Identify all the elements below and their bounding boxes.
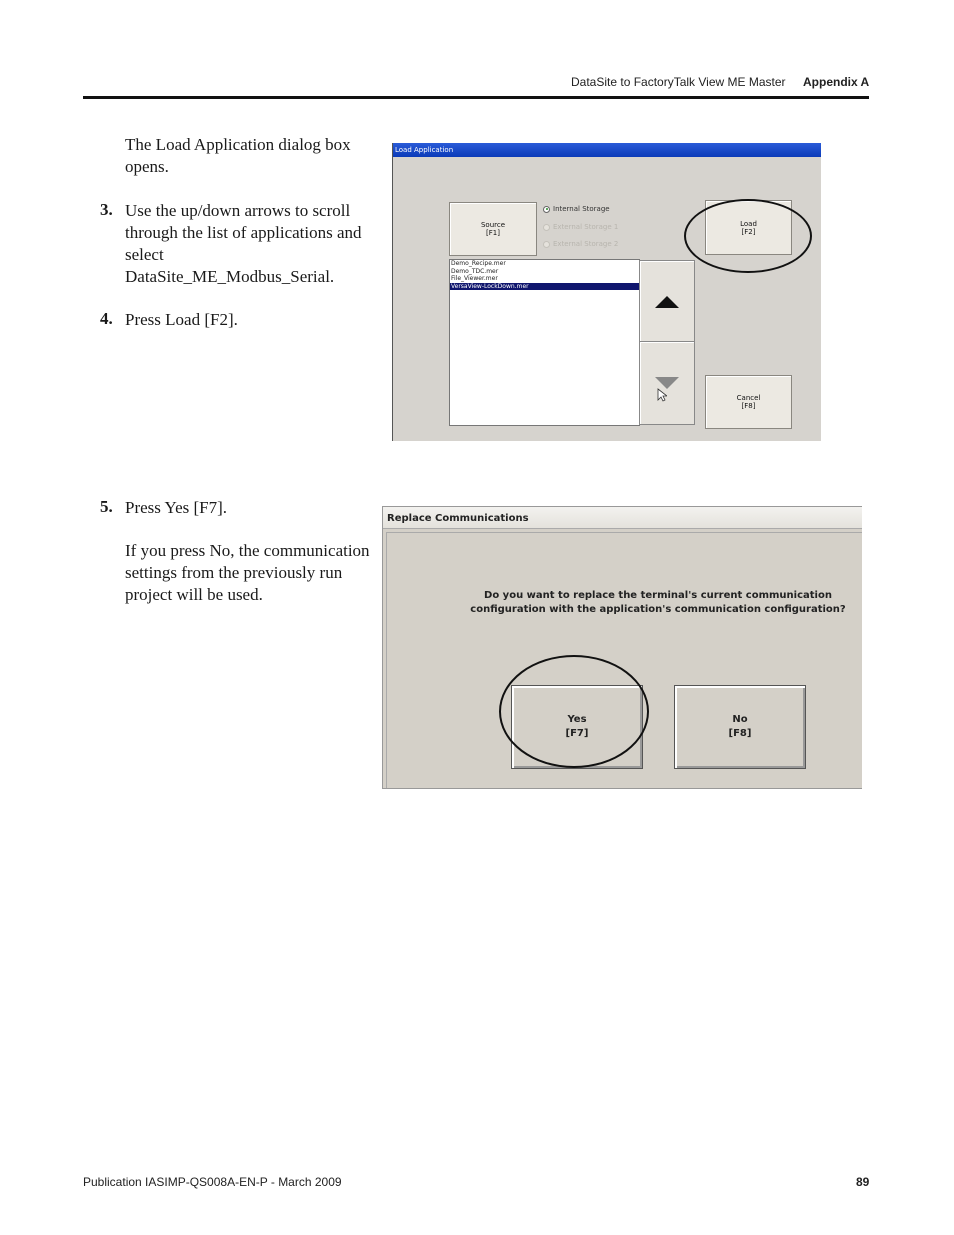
note-text: If you press No, the communication settings from the previously run project will be used. <box>125 541 370 604</box>
header-rule <box>83 96 869 99</box>
cancel-button-key: [F8] <box>741 402 756 410</box>
step5-text: Press Yes [F7]. <box>125 498 228 517</box>
source-button-key: [F1] <box>486 229 500 237</box>
radio-selected-icon <box>543 206 550 213</box>
intro-text: The Load Application dialog box opens. <box>125 135 351 176</box>
page-number: 89 <box>856 1175 870 1189</box>
replace-dialog-title: Replace Communications <box>383 507 862 529</box>
radio-external-storage-2-label: External Storage 2 <box>553 240 619 248</box>
radio-external-storage-1-label: External Storage 1 <box>553 223 619 231</box>
footer-publication: Publication IASIMP-QS008A-EN-P - March 2009 <box>83 1175 342 1189</box>
radio-external-storage-2[interactable] <box>543 240 618 248</box>
file-list-item[interactable]: File_Viewer.mer <box>451 275 498 282</box>
radio-internal-storage[interactable] <box>543 205 610 213</box>
application-file-list[interactable] <box>449 259 640 426</box>
step5-number: 5. <box>100 497 113 516</box>
replace-question <box>443 589 873 617</box>
yes-button-label: Yes <box>567 714 587 725</box>
load-button-label: Load <box>740 219 757 228</box>
up-arrow-icon <box>655 296 679 308</box>
radio-unselected-icon <box>543 241 550 248</box>
header-doc-title: DataSite to FactoryTalk View ME Master <box>571 75 786 89</box>
radio-unselected-icon <box>543 224 550 231</box>
file-list-item-selected[interactable]: VersaView-LockDown.mer <box>450 283 639 291</box>
yes-highlight-circle <box>499 655 649 768</box>
mouse-pointer-icon <box>657 388 667 402</box>
load-highlight-circle <box>684 199 812 273</box>
step3-number: 3. <box>100 200 113 219</box>
replace-question-line2: configuration with the application's communication configuration? <box>470 604 846 615</box>
scroll-down-button[interactable] <box>639 341 695 425</box>
source-button-label: Source <box>480 221 506 229</box>
load-dialog-title: Load Application <box>393 143 821 157</box>
file-list-item[interactable]: Demo_Recipe.mer <box>451 260 506 267</box>
yes-button-key: [F7] <box>565 728 589 739</box>
step4-text: Press Load [F2]. <box>125 310 238 329</box>
replace-communications-dialog <box>382 506 862 789</box>
source-button[interactable] <box>449 202 537 256</box>
no-button-label: No <box>732 714 748 725</box>
cancel-button[interactable] <box>705 375 792 429</box>
load-application-dialog <box>392 143 821 441</box>
cancel-button-label: Cancel <box>736 394 761 402</box>
no-button[interactable] <box>674 685 806 769</box>
replace-question-line1: Do you want to replace the terminal's current communication <box>484 590 832 601</box>
radio-internal-storage-label: Internal Storage <box>553 205 610 213</box>
radio-external-storage-1[interactable] <box>543 223 618 231</box>
step4-number: 4. <box>100 309 113 328</box>
scroll-up-button[interactable] <box>639 260 695 343</box>
load-button-key: [F2] <box>741 227 756 236</box>
header-section: Appendix A <box>803 75 870 89</box>
file-list-item[interactable]: Demo_TDC.mer <box>451 267 499 275</box>
no-button-key: [F8] <box>728 728 752 739</box>
step3-text: Use the up/down arrows to scroll through the list of applications and select DataSite_ME_Modbus_Serial. <box>125 201 362 286</box>
